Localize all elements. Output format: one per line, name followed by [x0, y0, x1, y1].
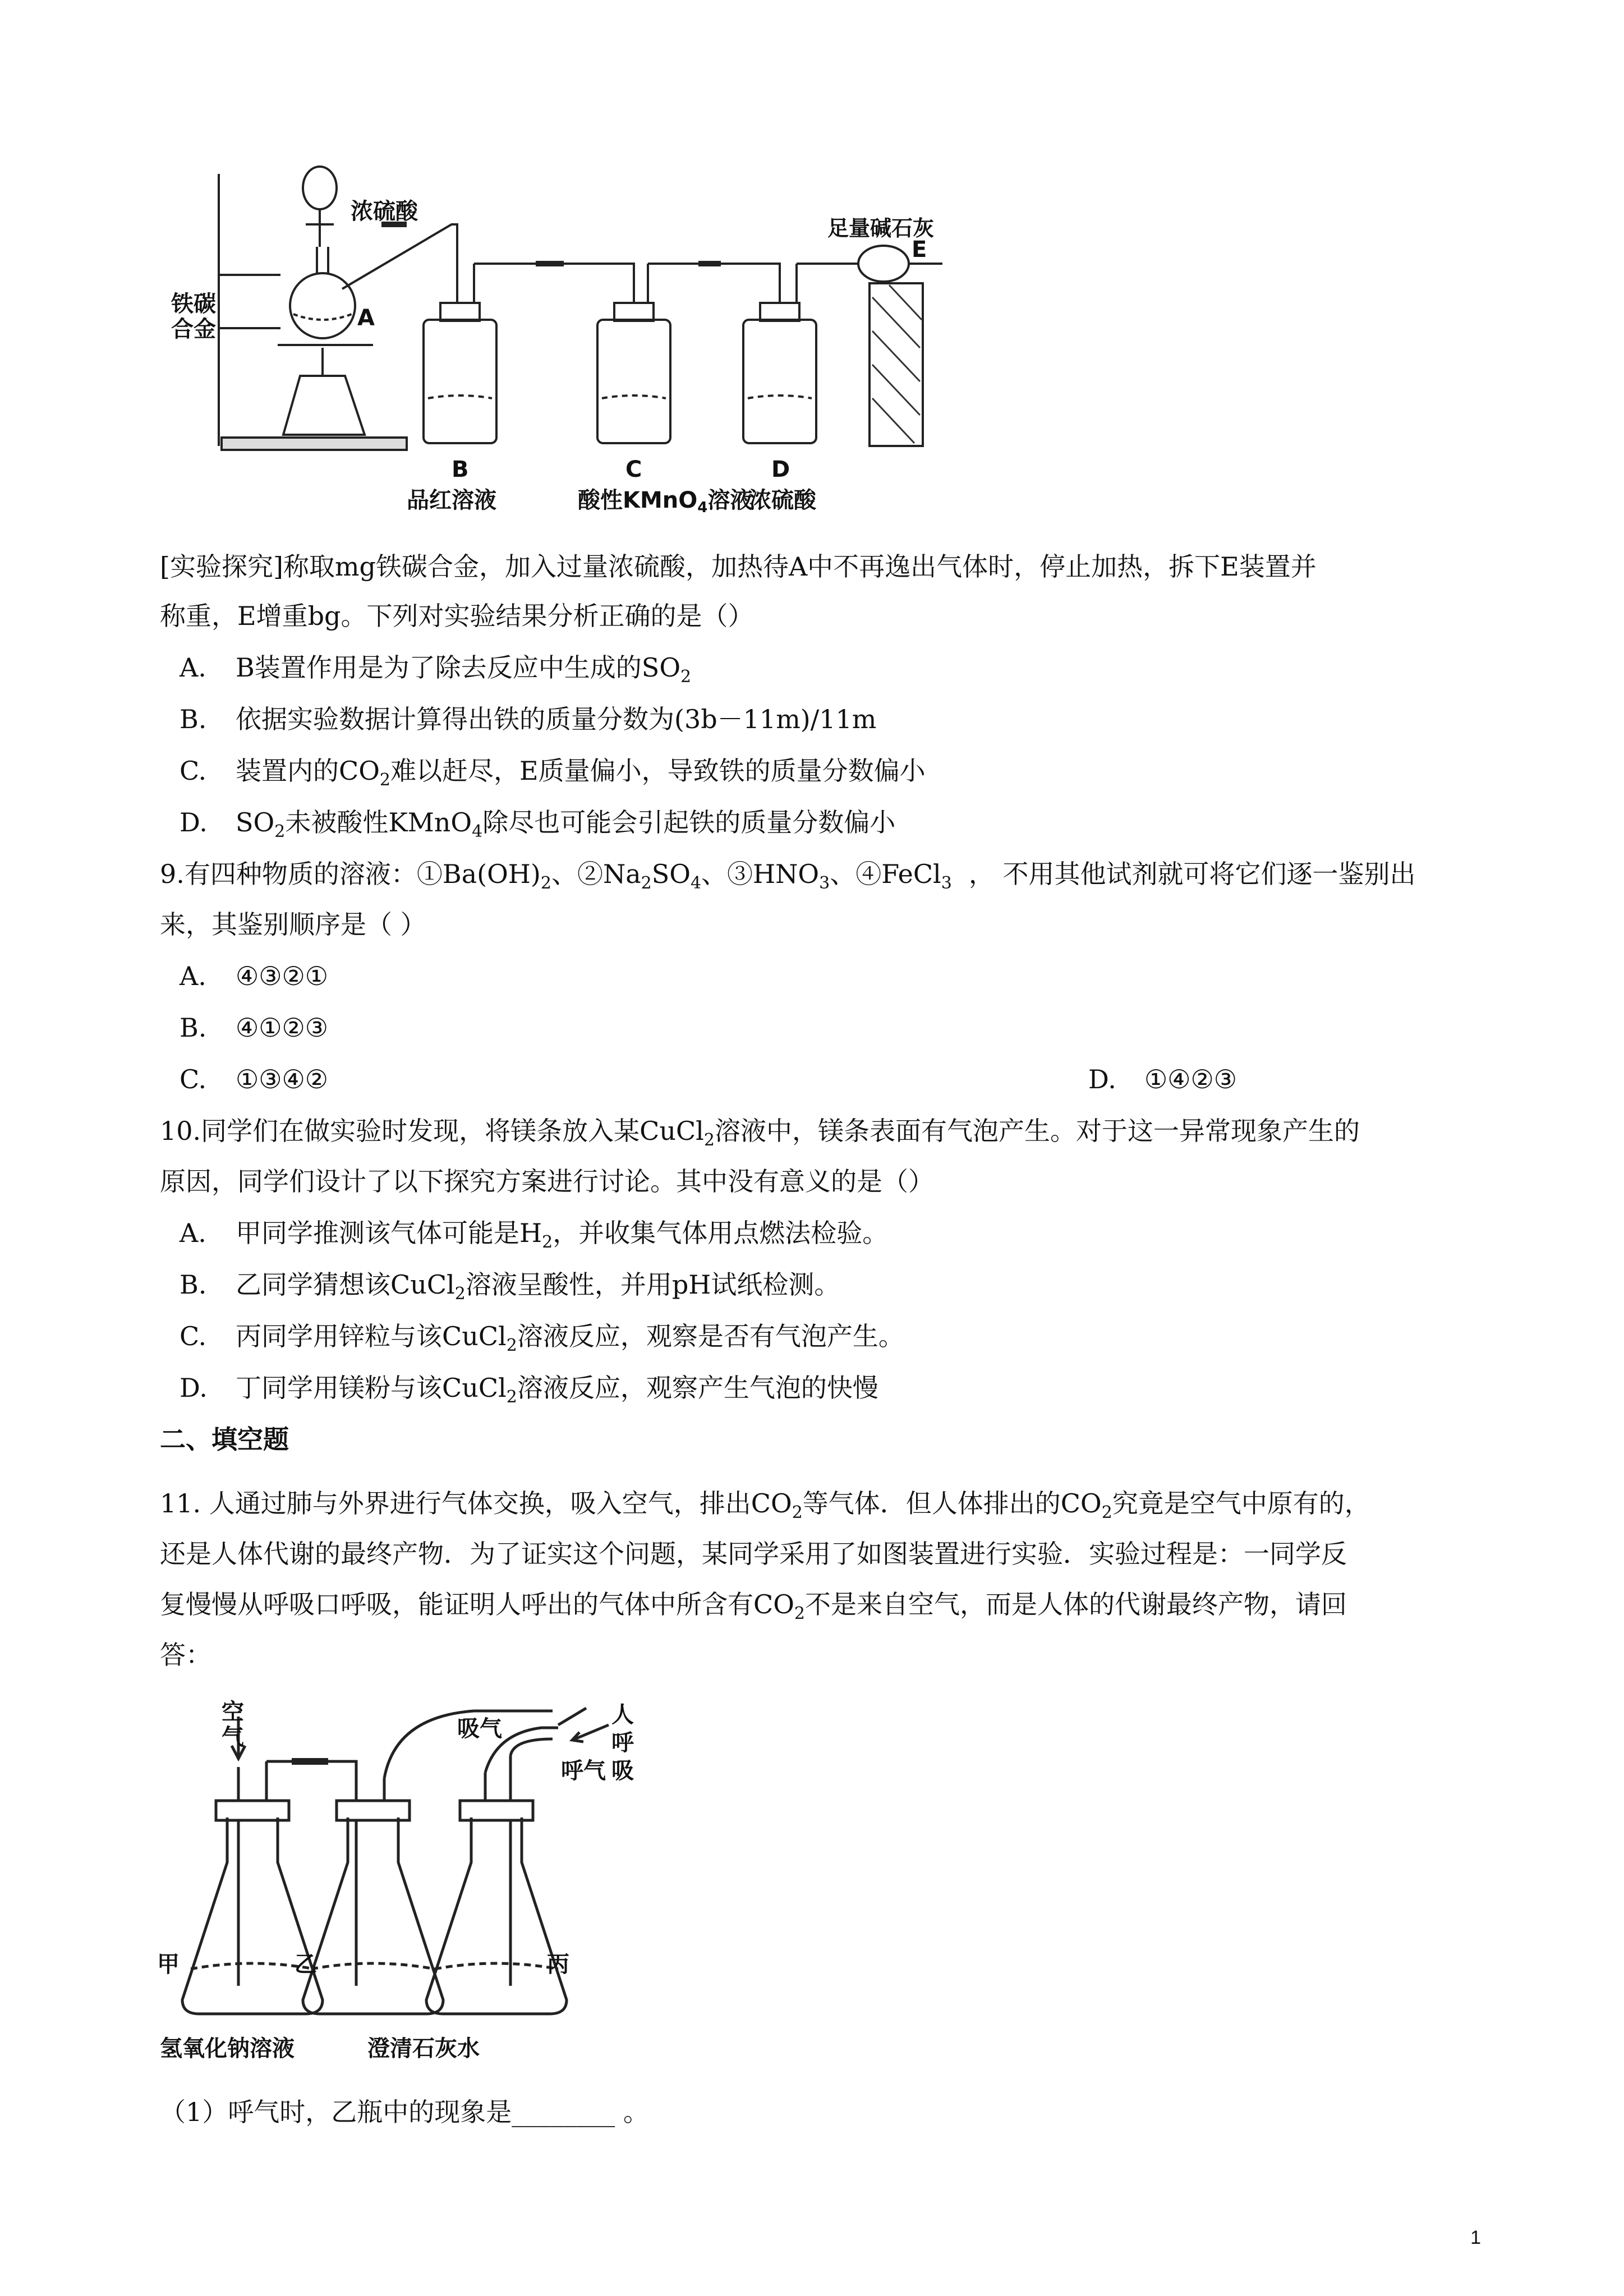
q10-option-c[interactable]: C. 丙同学用锌粒与该CuCl$_2$溶液反应，观察是否有气泡产生。: [180, 1321, 904, 1356]
label-person-2: 呼: [611, 1730, 634, 1756]
q9-option-b[interactable]: B. ④①②③: [180, 1013, 328, 1043]
q8-option-c[interactable]: C. 装置内的$CO_2$难以赶尽，E质量偏小，导致铁的质量分数偏小: [180, 756, 926, 790]
label-A: A: [357, 305, 375, 331]
q9-option-c[interactable]: C. ①③④②: [180, 1064, 328, 1094]
label-E: E: [912, 237, 927, 263]
label-B-solution: 品红溶液: [407, 487, 496, 513]
label-air-2: 气: [222, 1724, 244, 1750]
label-flask-bing: 丙: [547, 1952, 569, 1977]
apparatus-figure-1: [160, 163, 979, 522]
q9-stem-line-2: 来，其鉴别顺序是（ ）: [160, 909, 426, 940]
label-D: D: [771, 457, 790, 482]
label-C: C: [625, 457, 642, 482]
page-number: 1: [1470, 2227, 1481, 2248]
section-title-fill-in: 二、填空题: [160, 1424, 289, 1455]
q9-stem-line-1: 9.有四种物质的溶液：$①Ba(OH)_2$、$②Na_2SO_4$、$③HNO_3$、④FeCl$_3$ ， 不用其他试剂就可将它们逐一鉴别出: [160, 859, 1416, 894]
q8-option-a[interactable]: A. B装置作用是为了除去反应中生成的$SO_2$: [180, 652, 692, 687]
label-exhale: 呼气: [561, 1758, 606, 1784]
q11-stem-line-3: 复慢慢从呼吸口呼吸，能证明人呼出的气体中所含有$CO_2$不是来自空气，而是人体的代谢最终产物，请回: [160, 1589, 1347, 1624]
label-B: B: [452, 457, 469, 482]
label-soda-lime: 足量碱石灰: [827, 216, 935, 241]
q9-option-d[interactable]: D. ①④②③: [1088, 1064, 1237, 1094]
label-air-1: 空: [222, 1699, 244, 1725]
label-conc-acid: 浓硫酸: [351, 199, 418, 224]
q8-option-d[interactable]: D. $SO_2$未被酸性KMnO$_4$除尽也可能会引起铁的质量分数偏小: [180, 807, 896, 842]
label-naoh-solution: 氢氧化钠溶液: [160, 2036, 295, 2062]
q11-stem-line-4: 答：: [160, 1640, 211, 1670]
label-person-3: 吸: [611, 1758, 634, 1784]
q10-stem-line-1: 10.同学们在做实验时发现，将镁条放入某CuCl$_2$溶液中，镁条表面有气泡产生。对于这一异常现象产生的: [160, 1116, 1360, 1151]
label-C-solution: 酸性KMnO$_4$溶液: [578, 487, 753, 516]
label-person-1: 人: [611, 1702, 634, 1728]
q11-stem-line-1: 11. 人通过肺与外界进行气体交换，吸入空气，排出$CO_2$等气体．但人体排出的$CO_2$究竟是空气中原有的，: [160, 1488, 1370, 1523]
label-inhale: 吸气: [457, 1716, 502, 1742]
label-limewater: 澄清石灰水: [367, 2036, 480, 2062]
apparatus-figure-2: [157, 1694, 805, 2070]
q10-option-b[interactable]: B. 乙同学猜想该CuCl$_2$溶液呈酸性，并用pH试纸检测。: [180, 1269, 840, 1304]
q10-option-d[interactable]: D. 丁同学用镁粉与该CuCl$_2$溶液反应，观察产生气泡的快慢: [180, 1373, 878, 1407]
label-alloy-2: 合金: [171, 316, 216, 342]
q8-stem-line-1: [实验探究]称取mg铁碳合金，加入过量浓硫酸，加热待A中不再逸出气体时，停止加热，拆下E装置并: [160, 551, 1317, 582]
q9-option-a[interactable]: A. ④③②①: [180, 961, 328, 991]
q10-stem-line-2: 原因，同学们设计了以下探究方案进行讨论。其中没有意义的是（）: [160, 1166, 934, 1197]
q10-option-a[interactable]: A. 甲同学推测该气体可能是$H_2$，并收集气体用点燃法检验。: [180, 1218, 889, 1253]
label-flask-jia: 甲: [157, 1952, 180, 1977]
label-flask-yi: 乙: [295, 1952, 317, 1977]
q8-stem-line-2: 称重，E增重bg。下列对实验结果分析正确的是（）: [160, 601, 754, 631]
q11-subquestion-1: （1）呼气时，乙瓶中的现象是________ 。: [160, 2097, 649, 2127]
label-alloy-1: 铁碳: [171, 291, 216, 317]
label-D-solution: 浓硫酸: [749, 487, 816, 513]
q11-stem-line-2: 还是人体代谢的最终产物．为了证实这个问题，某同学采用了如图装置进行实验．实验过程是：一同学反: [160, 1539, 1347, 1569]
q8-option-b[interactable]: B. 依据实验数据计算得出铁的质量分数为(3b－11m)/11m: [180, 704, 877, 734]
